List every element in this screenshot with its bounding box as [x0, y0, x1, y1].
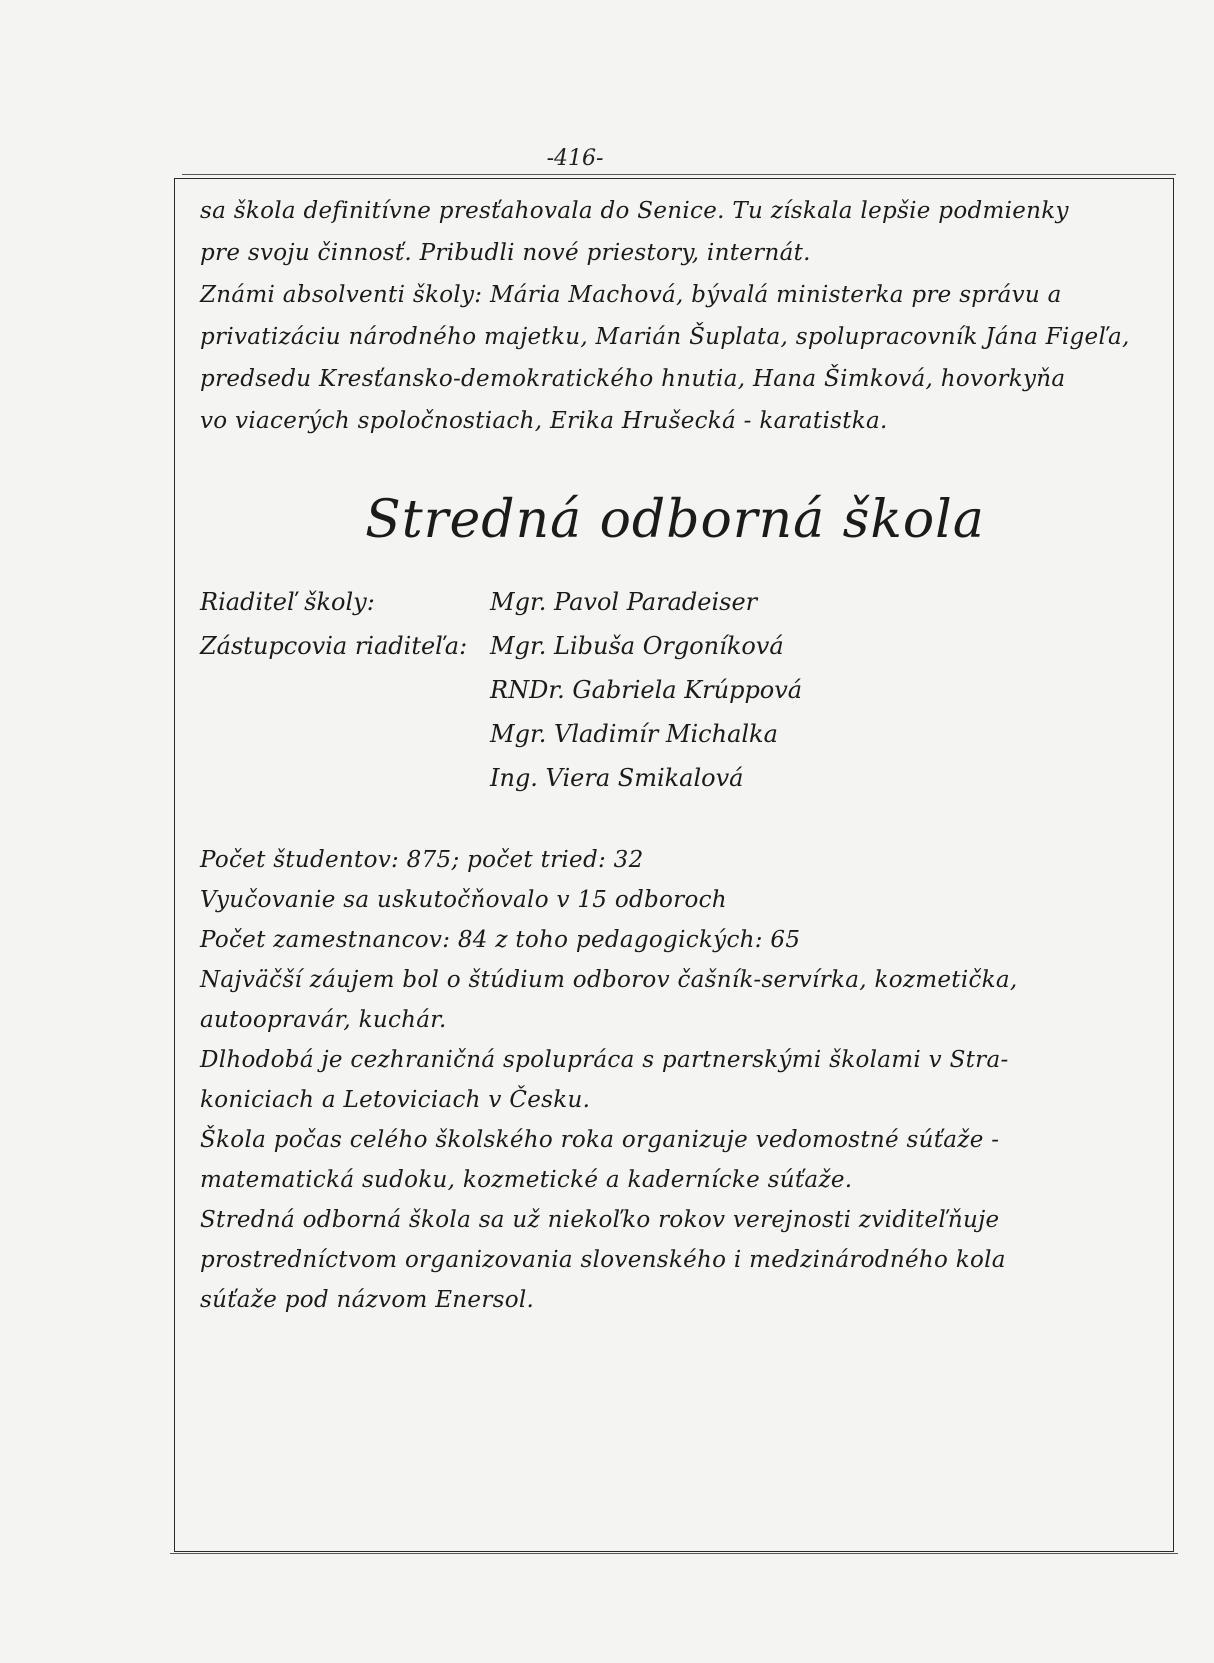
info-line: autoopravár, kuchár. — [200, 1007, 447, 1033]
deputy-name: Mgr. Vladimír Michalka — [490, 720, 778, 748]
staff-list — [200, 580, 1150, 800]
info-line: súťaže pod názvom Enersol. — [200, 1287, 535, 1313]
intro-line: Známi absolventi školy: Mária Machová, bývalá ministerka pre správu a — [200, 282, 1062, 308]
info-line: Počet zamestnancov: 84 z toho pedagogických: 65 — [200, 927, 801, 953]
deputy-name: RNDr. Gabriela Krúppová — [490, 676, 803, 704]
info-line: Škola počas celého školského roka organizuje vedomostné súťaže - — [200, 1127, 1000, 1153]
deputy-name: Mgr. Libuša Orgoníková — [490, 632, 784, 660]
info-line: Dlhodobá je cezhraničná spolupráca s partnerskými školami v Stra- — [200, 1047, 1009, 1073]
director-name: Mgr. Pavol Paradeiser — [490, 588, 758, 616]
intro-paragraph — [200, 190, 1150, 442]
deputies-row — [200, 624, 1150, 800]
director-row — [200, 580, 1150, 624]
deputy-name: Ing. Viera Smikalová — [490, 764, 744, 792]
section-heading: Stredná odborná škola — [365, 490, 985, 550]
info-line: Počet študentov: 875; počet tried: 32 — [200, 847, 644, 873]
info-line: matematická sudoku, kozmetické a kadernícke súťaže. — [200, 1167, 853, 1193]
info-line: Najväčší záujem bol o štúdium odborov čašník-servírka, kozmetička, — [200, 967, 1018, 993]
info-line: Stredná odborná škola sa už niekoľko rokov verejnosti zviditeľňuje — [200, 1207, 1000, 1233]
intro-line: sa škola definitívne presťahovala do Senice. Tu získala lepšie podmienky — [200, 198, 1069, 224]
school-info — [200, 840, 1150, 1320]
frame-top-rule — [182, 174, 1176, 175]
info-line: prostredníctvom organizovania slovenského i medzinárodného kola — [200, 1247, 1006, 1273]
intro-line: predsedu Kresťansko-demokratického hnutia, Hana Šimková, hovorkyňa — [200, 366, 1066, 392]
deputies-label: Zástupcovia riaditeľa: — [200, 632, 468, 660]
page-number: -416- — [546, 146, 604, 171]
director-label: Riaditeľ školy: — [200, 588, 375, 616]
intro-line: vo viacerých spoločnostiach, Erika Hrušecká - karatistka. — [200, 408, 888, 434]
deputies-names — [490, 624, 1150, 800]
intro-line: privatizáciu národného majetku, Marián Šuplata, spolupracovník Jána Figeľa, — [200, 324, 1130, 350]
info-line: Vyučovanie sa uskutočňovalo v 15 odboroch — [200, 887, 727, 913]
frame-bottom-rule — [170, 1553, 1178, 1554]
handwritten-content — [200, 190, 1150, 1320]
intro-line: pre svoju činnosť. Pribudli nové priestory, internát. — [200, 240, 811, 266]
info-line: koniciach a Letoviciach v Česku. — [200, 1087, 591, 1113]
